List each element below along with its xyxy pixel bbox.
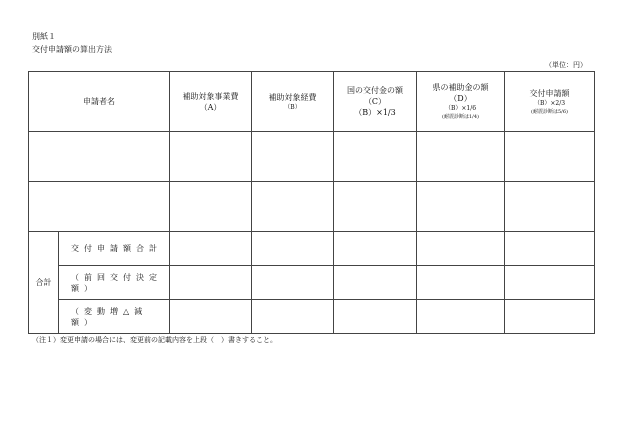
document-title: 交付申請額の算出方法: [32, 45, 112, 54]
prefecture-cell: [417, 132, 505, 182]
prefecture-cell: [417, 266, 505, 300]
applicant-row: [29, 182, 595, 232]
applicant-row: [29, 132, 595, 182]
application-cell: [505, 232, 595, 266]
project-cost-cell: [170, 182, 252, 232]
summary-row-previous: [29, 266, 595, 300]
summary-label-total: 交付申請額合計: [59, 232, 170, 266]
unit-label: （単位：円）: [545, 61, 587, 69]
prefecture-header-line3: （B）×1/6: [444, 105, 477, 112]
column-header-national: [334, 72, 417, 132]
prefecture-header-line2: （D）: [449, 94, 472, 103]
national-header-line3: （B）×1/3: [354, 108, 396, 117]
prefecture-header-line4: (耐震診断は1/4): [442, 114, 479, 120]
eligible-cost-cell: [252, 300, 334, 334]
national-cell: [334, 132, 417, 182]
project-cost-cell: [170, 266, 252, 300]
project-cost-header-line2: （A）: [199, 102, 222, 112]
project-cost-cell: [170, 300, 252, 334]
calculation-table: [28, 71, 595, 334]
summary-label-change: （変動増△減額）: [59, 300, 170, 334]
eligible-cost-cell: [252, 232, 334, 266]
eligible-cost-header-line1: 補助対象経費: [268, 92, 317, 102]
project-cost-cell: [170, 232, 252, 266]
column-header-applicant: [29, 72, 170, 132]
prefecture-cell: [417, 232, 505, 266]
prefecture-header-line1: 県の補助金の額: [432, 83, 489, 92]
column-header-prefecture: [417, 72, 505, 132]
application-cell: [505, 132, 595, 182]
applicant-name-cell: [29, 132, 170, 182]
application-cell: [505, 182, 595, 232]
project-cost-cell: [170, 132, 252, 182]
prefecture-cell: [417, 182, 505, 232]
application-header-line1: 交付申請額: [529, 88, 570, 98]
footnote: （注１）変更申請の場合には、変更前の記載内容を上段（ ）書きすること。: [32, 336, 277, 344]
eligible-cost-cell: [252, 182, 334, 232]
column-header-application: [505, 72, 595, 132]
applicant-name-cell: [29, 182, 170, 232]
national-cell: [334, 266, 417, 300]
prefecture-cell: [417, 300, 505, 334]
eligible-cost-cell: [252, 266, 334, 300]
application-header-line2: （B）×2/3: [533, 99, 566, 107]
national-cell: [334, 182, 417, 232]
eligible-cost-header-line2: （B）: [284, 103, 301, 111]
summary-group-label: 合計: [29, 232, 59, 334]
national-header-line2: （C）: [363, 97, 387, 106]
national-cell: [334, 232, 417, 266]
national-header-line1: 国の交付金の額: [347, 86, 403, 95]
project-cost-header-line1: 補助対象事業費: [182, 91, 239, 101]
national-cell: [334, 300, 417, 334]
column-header-eligible-cost: [252, 72, 334, 132]
application-cell: [505, 266, 595, 300]
applicant-header-label: 申請者名: [83, 97, 115, 106]
eligible-cost-cell: [252, 132, 334, 182]
summary-row-total: [29, 232, 595, 266]
summary-row-change: [29, 300, 595, 334]
application-header-line3: (耐震診断は5/6): [531, 108, 568, 115]
column-header-project-cost: [170, 72, 252, 132]
attachment-label: 別紙１: [32, 32, 56, 41]
application-cell: [505, 300, 595, 334]
header-row: [29, 72, 595, 132]
summary-label-previous: （前回交付決定額）: [59, 266, 170, 300]
